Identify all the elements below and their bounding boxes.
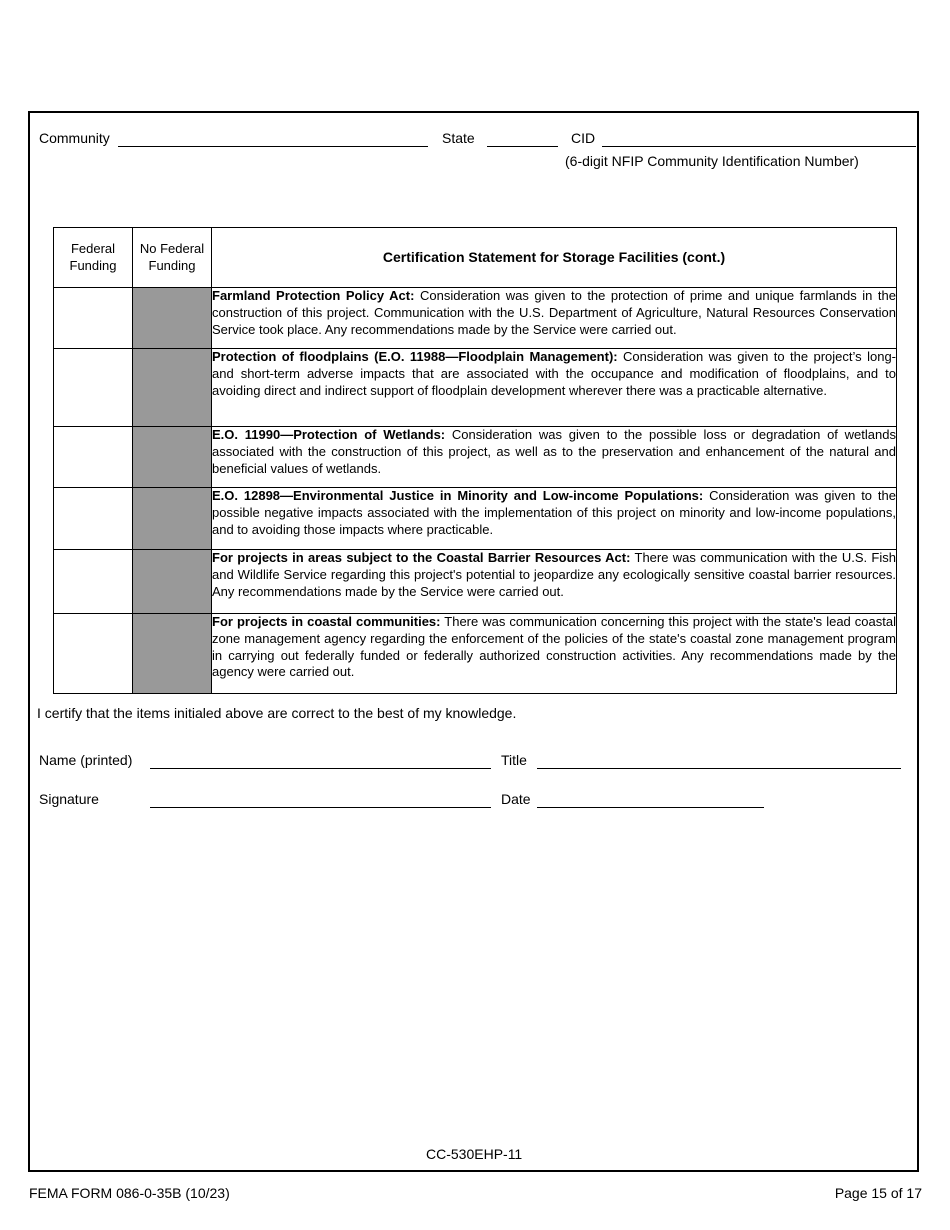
certification-table xyxy=(53,227,897,694)
statement-text: E.O. 11990—Protection of Wetlands: Consideration was given to the possible loss or degradation of wetlands associated with the construction of this project, as well as to the preservation and enhancement of the natural and beneficial values of wetlands. xyxy=(212,427,897,488)
no-federal-initial-cell-shaded xyxy=(133,488,212,550)
footer-page-number: Page 15 of 17 xyxy=(834,1185,922,1201)
table-row xyxy=(54,614,897,694)
table-row xyxy=(54,349,897,427)
table-title: Certification Statement for Storage Facilities (cont.) xyxy=(212,228,897,288)
table-row xyxy=(54,427,897,488)
federal-initial-cell[interactable] xyxy=(54,427,133,488)
title-field[interactable] xyxy=(537,768,901,769)
form-code: CC-530EHP-11 xyxy=(426,1146,523,1162)
federal-initial-cell[interactable] xyxy=(54,488,133,550)
statement-text: For projects in coastal communities: There was communication concerning this project with the state's lead coastal zone management agency regarding the enforcement of the policies of the state's coastal zone management program in carrying out federally funded or federally authorized construction activities. Any recommendations made by the agency were carried out. xyxy=(212,614,897,694)
cid-note: (6-digit NFIP Community Identification Number) xyxy=(565,153,859,169)
federal-initial-cell[interactable] xyxy=(54,349,133,427)
table-row xyxy=(54,488,897,550)
no-federal-initial-cell-shaded xyxy=(133,550,212,614)
cid-field[interactable] xyxy=(602,146,916,147)
table-header-row xyxy=(54,228,897,288)
title-label: Title xyxy=(501,752,527,768)
federal-initial-cell[interactable] xyxy=(54,288,133,349)
signature-label: Signature xyxy=(39,791,99,807)
cid-label: CID xyxy=(571,130,596,146)
date-field[interactable] xyxy=(537,807,764,808)
signature-field[interactable] xyxy=(150,807,491,808)
name-printed-field[interactable] xyxy=(150,768,491,769)
state-field[interactable] xyxy=(487,146,558,147)
statement-text: Protection of floodplains (E.O. 11988—Floodplain Management): Consideration was given to the project’s long- and short-term adverse impacts that are associated with the occupance and modification of floodplains, and to avoiding direct and indirect support of floodplain development wherever there was a practicable alternative. xyxy=(212,349,897,427)
federal-initial-cell[interactable] xyxy=(54,550,133,614)
no-federal-initial-cell-shaded xyxy=(133,614,212,694)
statement-text: E.O. 12898—Environmental Justice in Minority and Low-income Populations: Consideration was given to the possible negative impacts associated with the implementation of this project on minority and low-income populations, and to avoiding those impacts where practicable. xyxy=(212,488,897,550)
col-federal-funding: Federal Funding xyxy=(54,228,133,288)
date-label: Date xyxy=(501,791,531,807)
name-printed-label: Name (printed) xyxy=(39,752,133,768)
community-label: Community xyxy=(39,130,110,146)
community-field[interactable] xyxy=(118,146,428,147)
state-label: State xyxy=(442,130,475,146)
statement-text: Farmland Protection Policy Act: Consideration was given to the protection of prime and unique farmlands in the construction of this project. Communication with the U.S. Department of Agriculture, Natural Resources Conservation Service took place. Any recommendations made by the Service were carried out. xyxy=(212,288,897,349)
federal-initial-cell[interactable] xyxy=(54,614,133,694)
no-federal-initial-cell-shaded xyxy=(133,427,212,488)
no-federal-initial-cell-shaded xyxy=(133,349,212,427)
col-no-federal-funding: No Federal Funding xyxy=(133,228,212,288)
no-federal-initial-cell-shaded xyxy=(133,288,212,349)
statement-text: For projects in areas subject to the Coastal Barrier Resources Act: There was communication with the U.S. Fish and Wildlife Service regarding this project's potential to jeopardize any ecologically sensitive coastal barrier resources. Any recommendations made by the Service were carried out. xyxy=(212,550,897,614)
table-row xyxy=(54,288,897,349)
certify-statement: I certify that the items initialed above are correct to the best of my knowledge. xyxy=(37,705,517,721)
table-row xyxy=(54,550,897,614)
footer-form-number: FEMA FORM 086-0-35B (10/23) xyxy=(29,1185,230,1201)
